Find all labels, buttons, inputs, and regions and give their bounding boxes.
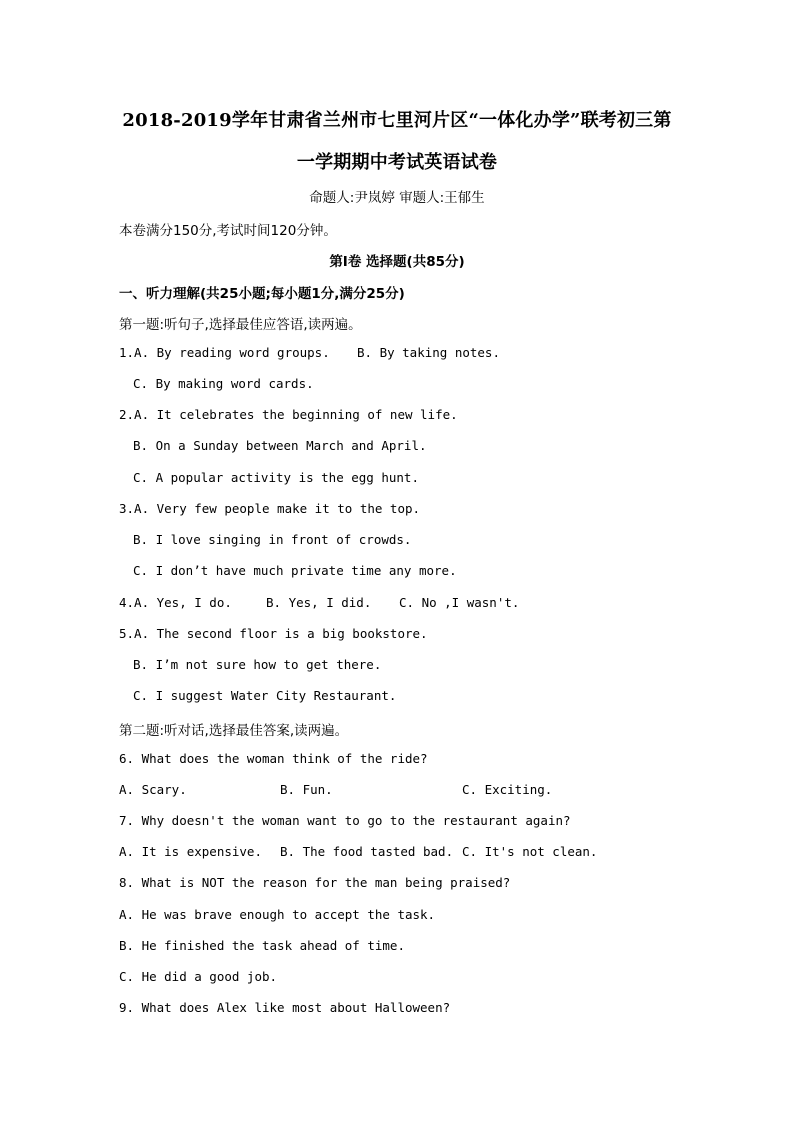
q6-option-a: A. Scary. (119, 782, 187, 797)
q7-option-b: B. The food tasted bad. (280, 844, 454, 859)
q3-option-b: B. I love singing in front of crowds. (133, 532, 412, 547)
q6-option-c: C. Exciting. (462, 782, 553, 797)
q6-option-b: B. Fun. (280, 782, 333, 797)
question-1 (119, 345, 500, 360)
exam-title-line1: 2018-2019学年甘肃省兰州市七里河片区“一体化办学”联考初三第 (122, 110, 672, 131)
q5-option-a: 5.A. The second floor is a big bookstore. (119, 626, 428, 641)
q4-option-a: 4.A. Yes, I do. (119, 595, 232, 610)
q5-option-b: B. I’m not sure how to get there. (133, 657, 382, 672)
q2-option-c: C. A popular activity is the egg hunt. (133, 470, 419, 485)
q8-option-c: C. He did a good job. (119, 969, 278, 984)
q5-option-c: C. I suggest Water City Restaurant. (133, 688, 397, 703)
q8-option-b: B. He finished the task ahead of time. (119, 938, 405, 953)
q3-option-a: 3.A. Very few people make it to the top. (119, 501, 421, 516)
q7-option-a: A. It is expensive. (119, 844, 262, 859)
q4-option-b: B. Yes, I did. (266, 595, 372, 610)
q4-option-c: C. No ,I wasn't. (399, 595, 520, 610)
q7-option-c: C. It's not clean. (462, 844, 598, 859)
q2-option-a: 2.A. It celebrates the beginning of new life. (119, 407, 458, 422)
q9-stem: 9. What does Alex like most about Halloween? (119, 1000, 451, 1015)
q7-stem: 7. Why doesn't the woman want to go to the restaurant again? (119, 813, 571, 828)
part1-sub2: 第二题:听对话,选择最佳答案,读两遍。 (119, 723, 349, 739)
question-6-options (119, 782, 553, 797)
q2-option-b: B. On a Sunday between March and April. (133, 438, 427, 453)
exam-title-line2: 一学期期中考试英语试卷 (296, 152, 498, 173)
part1-heading: 一、听力理解(共25小题;每小题1分,满分25分) (119, 286, 405, 302)
part1-sub1: 第一题:听句子,选择最佳应答语,读两遍。 (119, 317, 362, 333)
q6-stem: 6. What does the woman think of the ride? (119, 751, 428, 766)
intro-text: 本卷满分150分,考试时间120分钟。 (119, 223, 337, 239)
q1-option-a: 1.A. By reading word groups. (119, 345, 330, 360)
authors-line: 命题人:尹岚婷 审题人:王郁生 (309, 190, 485, 206)
q8-stem: 8. What is NOT the reason for the man being praised? (119, 875, 511, 890)
q1-option-c: C. By making word cards. (133, 376, 314, 391)
q1-option-b: B. By taking notes. (357, 345, 500, 360)
section-title: 第Ⅰ卷 选择题(共85分) (329, 254, 465, 270)
question-7-options (119, 844, 598, 859)
question-4 (119, 595, 520, 610)
q3-option-c: C. I don’t have much private time any more. (133, 563, 457, 578)
q8-option-a: A. He was brave enough to accept the task. (119, 907, 436, 922)
